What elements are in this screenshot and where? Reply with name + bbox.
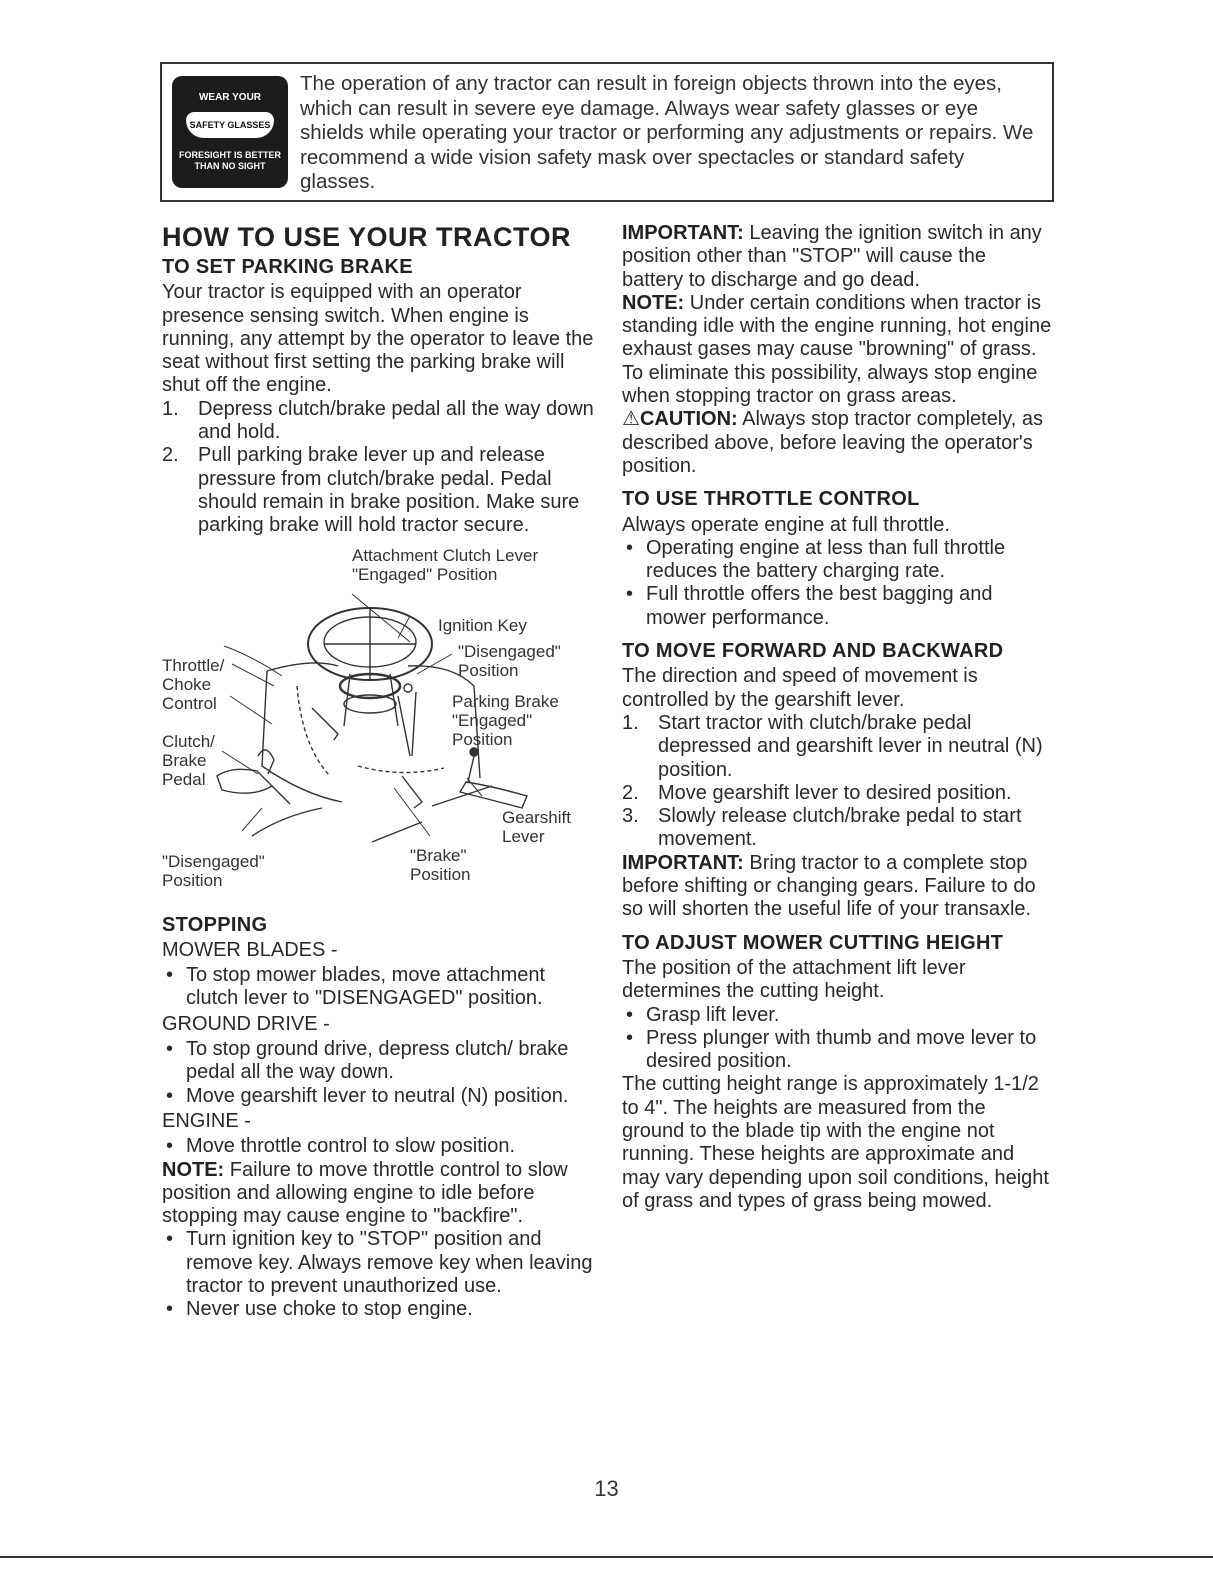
list-item	[622, 805, 1052, 852]
list-item	[622, 782, 1052, 805]
label-parking-brake: Parking Brake "Engaged" Position	[452, 691, 559, 749]
important-text: Bring tractor to a complete stop before shifting or changing gears. Failure to do so will shorten the useful life of your transaxle.	[622, 851, 1036, 921]
move-intro: The direction and speed of movement is controlled by the gearshift lever.	[622, 665, 978, 711]
list-item: • Press plunger with thumb and move lever to desired position.	[626, 1026, 1037, 1073]
list-item: • To stop mower blades, move attachment clutch lever to "DISENGAGED" position.	[166, 964, 546, 1010]
label-attachment-clutch-lever: Attachment Clutch Lever "Engaged" Position	[352, 545, 539, 584]
list-item: • Operating engine at less than full throttle reduces the battery charging rate.	[626, 536, 1006, 583]
step-number: 2.	[162, 444, 179, 467]
important-ignition	[622, 222, 1052, 292]
engine-list-2	[162, 1228, 594, 1321]
safety-glasses-icon	[172, 76, 288, 188]
list-item: • Full throttle offers the best bagging and mower performance.	[626, 583, 993, 629]
step-text: Pull parking brake lever up and release pressure from clutch/brake pedal. Pedal should remain in brake position. Make sure parking brake will hold tractor secure.	[198, 444, 580, 537]
bullet-text: Move gearshift lever to neutral (N) position.	[186, 1084, 569, 1107]
caution-icon: ⚠	[622, 408, 640, 431]
step-number: 3.	[622, 805, 639, 828]
parking-brake-intro: Your tractor is equipped with an operator presence sensing switch. When engine is running, any attempt by the operator to leave the seat without first setting the parking brake will shut off the engine.	[162, 281, 594, 397]
bullet-text: Grasp lift lever.	[646, 1003, 780, 1026]
move-steps	[622, 712, 1052, 852]
caution-text: Always stop tractor completely, as described above, before leaving the operator's position.	[622, 408, 1044, 477]
list-item	[162, 398, 594, 445]
tractor-controls-figure	[162, 546, 594, 896]
height-list	[622, 1004, 1052, 1074]
engine-list	[162, 1135, 594, 1158]
warning-text: The operation of any tractor can result in foreign objects thrown into the eyes, which can result in severe eye damage. Always wear safety glasses or eye shields while operating your tractor or performing any adjustments or repairs. We recommend a wide vision safety mask over spectacles or standard safety glasses.	[300, 72, 1034, 193]
note-lead: NOTE:	[162, 1158, 225, 1181]
list-item: • Never use choke to stop engine.	[166, 1298, 473, 1321]
right-column	[622, 222, 1052, 1213]
bottom-rule	[0, 1556, 1213, 1558]
note-browning	[622, 292, 1052, 408]
list-item	[622, 712, 1052, 782]
label-disengaged-position: "Disengaged" Position	[458, 641, 561, 680]
step-number: 2.	[622, 781, 639, 804]
important-lead: IMPORTANT:	[622, 222, 744, 244]
bullet-text: To stop ground drive, depress clutch/ brake pedal all the way down.	[186, 1038, 569, 1084]
label-disengaged-bottom: "Disengaged" Position	[162, 851, 265, 890]
left-column	[162, 222, 594, 1322]
caution-lead: CAUTION:	[639, 408, 738, 431]
parking-brake-heading: TO SET PARKING BRAKE	[162, 256, 413, 278]
caution-stop	[622, 408, 1052, 478]
ground-drive-label: GROUND DRIVE -	[162, 1012, 330, 1035]
label-clutch-brake-pedal: Clutch/ Brake Pedal	[162, 731, 215, 789]
step-number: 1.	[162, 397, 179, 420]
throttle-list	[622, 537, 1052, 630]
step-number: 1.	[622, 711, 639, 734]
ground-drive-list	[162, 1038, 594, 1108]
bullet-text: To stop mower blades, move attachment clutch lever to "DISENGAGED" position.	[186, 964, 546, 1010]
throttle-heading: TO USE THROTTLE CONTROL	[622, 488, 920, 511]
throttle-intro: Always operate engine at full throttle.	[622, 513, 950, 536]
step-text: Move gearshift lever to desired position.	[658, 781, 1012, 804]
list-item	[162, 444, 594, 537]
list-item: • Move gearshift lever to neutral (N) position.	[166, 1084, 569, 1107]
note-text: Failure to move throttle control to slow position and allowing engine to idle before stopping may cause engine to "backfire".	[162, 1158, 568, 1228]
icon-line-2: SAFETY GLASSES	[186, 112, 274, 138]
label-throttle-choke: Throttle/ Choke Control	[162, 655, 225, 713]
list-item: • To stop ground drive, depress clutch/ brake pedal all the way down.	[166, 1038, 569, 1084]
engine-label: ENGINE -	[162, 1109, 251, 1132]
note-lead: NOTE:	[622, 291, 685, 314]
move-heading: TO MOVE FORWARD AND BACKWARD	[622, 640, 1004, 663]
step-text: Start tractor with clutch/brake pedal depressed and gearshift lever in neutral (N) position.	[658, 711, 1043, 781]
parking-brake-steps	[162, 398, 594, 538]
height-outro: The cutting height range is approximately 1-1/2 to 4". The heights are measured from the ground to the blade tip with the engine not running. These heights are approximate and may vary depending upon soil conditions, height of grass and types of grass being mowed.	[622, 1073, 1049, 1212]
label-brake-position: "Brake" Position	[410, 845, 471, 884]
list-item: • Turn ignition key to "STOP" position and remove key. Always remove key when leaving tractor to prevent unauthorized use.	[166, 1228, 593, 1298]
bullet-text: Full throttle offers the best bagging and mower performance.	[646, 583, 993, 629]
important-text: Leaving the ignition switch in any position other than "STOP" will cause the battery to discharge and go dead.	[622, 222, 1042, 291]
bullet-text: Turn ignition key to "STOP" position and remove key. Always remove key when leaving tractor to prevent unauthorized use.	[186, 1228, 593, 1298]
important-gears	[622, 852, 1052, 922]
bullet-text: Operating engine at less than full throttle reduces the battery charging rate.	[646, 536, 1006, 583]
note-text: Under certain conditions when tractor is standing idle with the engine running, hot engine exhaust gases may cause "browning" of grass. To eliminate this possibility, always stop engine when stopping tractor on grass areas.	[622, 291, 1052, 408]
icon-line-3: FORESIGHT IS BETTER THAN NO SIGHT	[178, 150, 281, 171]
bullet-text: Press plunger with thumb and move lever to desired position.	[646, 1026, 1037, 1073]
stopping-note	[162, 1159, 594, 1229]
label-ignition-key: Ignition Key	[438, 615, 527, 635]
bullet-text: Move throttle control to slow position.	[186, 1135, 516, 1158]
height-heading: TO ADJUST MOWER CUTTING HEIGHT	[622, 931, 1004, 954]
step-text: Depress clutch/brake pedal all the way down and hold.	[198, 397, 594, 444]
page-title: HOW TO USE YOUR TRACTOR	[162, 222, 572, 252]
mower-blades-list	[162, 964, 594, 1011]
icon-line-1: WEAR YOUR	[198, 92, 262, 103]
stopping-heading: STOPPING	[162, 913, 268, 936]
page-number: 13	[594, 1476, 619, 1501]
list-item: • Grasp lift lever.	[626, 1003, 780, 1026]
important-lead: IMPORTANT:	[622, 851, 744, 874]
bullet-text: Never use choke to stop engine.	[186, 1298, 473, 1321]
height-intro: The position of the attachment lift lever determines the cutting height.	[622, 956, 966, 1003]
label-gearshift-lever: Gearshift Lever	[502, 807, 571, 846]
step-text: Slowly release clutch/brake pedal to start movement.	[658, 805, 1022, 851]
list-item: • Move throttle control to slow position.	[166, 1135, 516, 1158]
safety-warning-box	[160, 62, 1054, 202]
mower-blades-label: MOWER BLADES -	[162, 938, 338, 961]
